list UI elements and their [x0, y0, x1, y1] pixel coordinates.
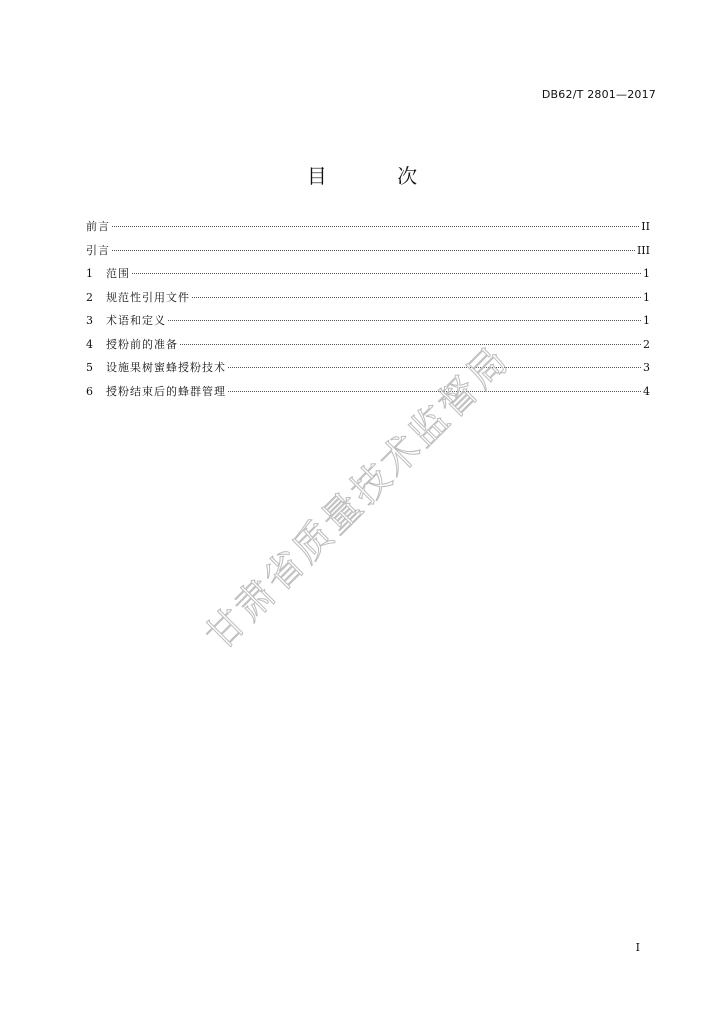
toc-entry-label: 引言: [86, 243, 110, 257]
toc-entry-number: 1: [86, 267, 93, 280]
toc-entry-page: 1: [643, 314, 650, 327]
toc-entry-label: 设施果树蜜蜂授粉技术: [106, 361, 226, 374]
toc-leader-dots: [112, 250, 635, 251]
toc-entry-label: 授粉前的准备: [106, 337, 178, 351]
toc-entry-label: 授粉结束后的蜂群管理: [106, 384, 226, 398]
table-of-contents: [86, 218, 650, 406]
toc-entry-colony-management[interactable]: [86, 383, 650, 407]
toc-entry-page: II: [641, 220, 650, 233]
toc-entry-scope[interactable]: [86, 265, 650, 289]
toc-leader-dots: [192, 297, 641, 298]
toc-entry-page: 4: [643, 384, 650, 398]
toc-entry-number: 2: [86, 290, 93, 304]
toc-entry-number: 3: [86, 314, 93, 327]
toc-entry-label: 范围: [106, 267, 130, 280]
toc-entry-label: 规范性引用文件: [106, 290, 190, 304]
toc-entry-pollination-technique[interactable]: [86, 359, 650, 383]
toc-entry-terms-definitions[interactable]: [86, 312, 650, 336]
toc-entry-number: 4: [86, 337, 93, 351]
toc-entry-number: 5: [86, 361, 93, 374]
page-title: 目 次: [306, 164, 450, 188]
toc-leader-dots: [112, 226, 639, 227]
toc-entry-page: 3: [643, 361, 650, 374]
watermark: 甘肃省质量技术监督局: [196, 336, 518, 658]
toc-entry-foreword[interactable]: [86, 218, 650, 242]
toc-entry-page: III: [636, 243, 650, 257]
page-number: I: [635, 941, 640, 954]
toc-leader-dots: [132, 273, 641, 274]
toc-leader-dots: [168, 320, 641, 321]
toc-leader-dots: [180, 344, 641, 345]
toc-leader-dots: [228, 391, 641, 392]
toc-entry-label: 术语和定义: [106, 314, 166, 327]
toc-leader-dots: [228, 367, 641, 368]
toc-entry-preparation[interactable]: [86, 336, 650, 360]
toc-entry-introduction[interactable]: [86, 242, 650, 266]
document-code: DB62/T 2801—2017: [541, 88, 656, 101]
toc-entry-page: 1: [643, 267, 650, 280]
toc-entry-label: 前言: [86, 220, 110, 233]
toc-entry-page: 2: [643, 337, 650, 351]
toc-entry-number: 6: [86, 384, 93, 398]
toc-entry-normative-references[interactable]: [86, 289, 650, 313]
toc-entry-page: 1: [643, 290, 650, 304]
